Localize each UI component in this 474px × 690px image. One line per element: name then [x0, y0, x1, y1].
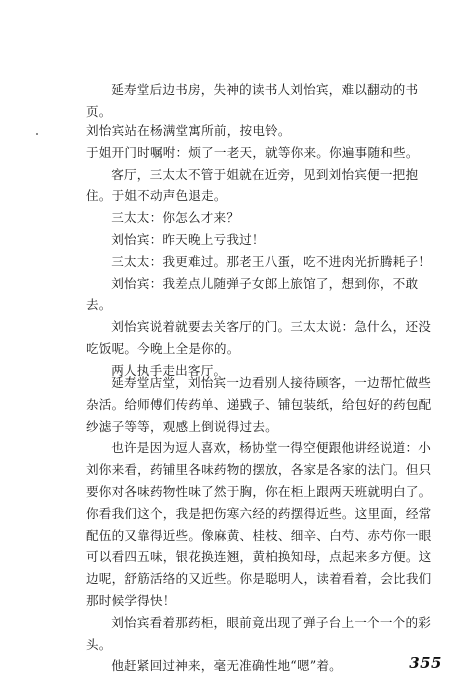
scene-pharmacy-hall: [86, 372, 441, 677]
paragraph: 延寿堂后边书房，失神的读书人刘怡宾，难以翻动的书页。: [86, 82, 419, 119]
paragraph: 于姐开门时嘱咐：烦了一老天，就等你来。你遍事随和些。: [86, 144, 419, 160]
page-number: 355: [409, 654, 442, 672]
paragraph: 他赶紧回过神来，毫无准确性地“嗯”着。: [111, 658, 342, 674]
paragraph: 刘怡宾说着就要去关客厅的门。三太太说：急什么，还没吃饭呢。今晚上全是你的。: [86, 319, 432, 356]
dialogue-line: 三太太：你怎么才来？: [111, 210, 240, 226]
scene-yang-residence: [86, 120, 441, 382]
scene-study-room: [86, 79, 441, 123]
paragraph: 两人执手走出客厅。: [111, 362, 227, 378]
dialogue-line: 刘怡宾：昨天晚上亏我过！: [111, 231, 265, 247]
dialogue-line: 三太太：我更难过。那老王八蛋，吃不进肉光折腾耗子！: [111, 253, 432, 269]
dialogue-line: 刘怡宾：我差点儿随弹子女郎上旅馆了，想到你，不敢去。: [86, 275, 419, 313]
paragraph: 客厅，三太太不管于姐就在近旁，见到刘怡宾便一把抱住。于姐不动声色退走。: [86, 166, 419, 204]
paragraph: 刘怡宾看着那药柜，眼前竟出现了弹子台上一个一个的彩头。: [86, 614, 432, 652]
paragraph: 延寿堂店堂，刘怡宾一边看别人接待顾客，一边帮忙做些杂活。给师傅们传药单、递戥子、铺包装纸，给包好的药包配纱滤子等等，观感上倒说得过去。: [86, 375, 432, 434]
margin-mark: [36, 133, 38, 135]
paragraph: 也许是因为逗人喜欢，杨协堂一得空便跟他讲经说道：小刘你来看，药铺里各味药物的摆放，各家是各家的法门。但只要你对各味药物性味了然于胸，你在柜上跟两天班就明白了。你看我们这个，我是把伤寒六经的药摆得近些。这里面，经常配伍的又靠得近些。像麻黄、桂枝、细辛、白芍、赤芍你一眼可以看四五味，银花换连翘，黄柏换知母，点起来多方便。这边呢，舒筋活络的又近些。你是聪明人，读着看着，会比我们那时候学得快！: [86, 440, 432, 608]
paragraph: 刘怡宾站在杨满堂寓所前，按电铃。: [86, 123, 291, 138]
